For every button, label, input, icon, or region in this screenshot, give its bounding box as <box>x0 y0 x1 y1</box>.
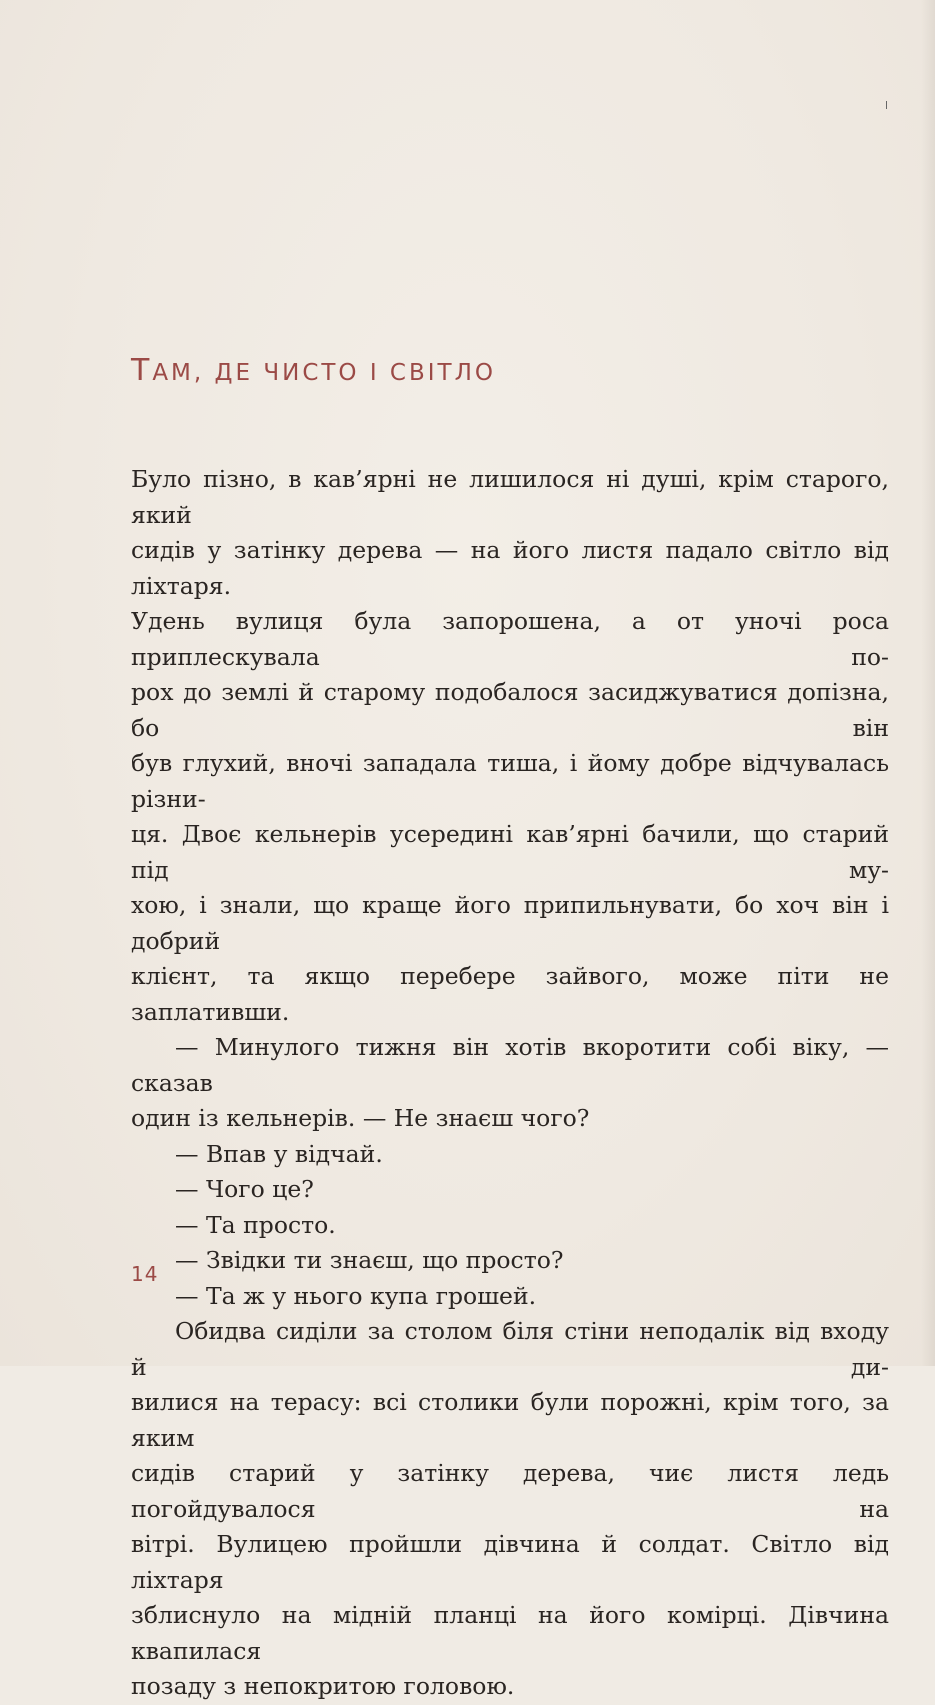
page-edge-shadow <box>921 0 935 1366</box>
print-mark <box>886 101 887 109</box>
text-line: — Чого це? <box>175 1175 314 1203</box>
text-line: вітрі. Вулицею пройшли дівчина й солдат. Світло від ліхтаря <box>131 1530 889 1594</box>
body-text <box>131 462 889 1705</box>
text-line: Обидва сиділи за столом біля стіни неподалік від входу й ди- <box>131 1317 889 1381</box>
text-line: сидів старий у затінку дерева, чиє листя ледь погойдувалося на <box>131 1459 889 1523</box>
text-line: один із кельнерів. — Не знаєш чого? <box>131 1104 590 1132</box>
text-line: — Впав у відчай. <box>175 1139 383 1168</box>
chapter-title <box>131 351 496 393</box>
text-line: зблиснуло на мідній планці на його комірці. Дівчина квапилася <box>131 1601 889 1665</box>
text-line: Удень вулиця була запорошена, а от уночі роса приплескувала по- <box>131 607 889 671</box>
text-line: рох до землі й старому подобалося засиджуватися допізна, бо він <box>131 678 889 742</box>
text-line: вилися на терасу: всі столики були порожні, крім того, за яким <box>131 1388 889 1452</box>
text-line: був глухий, вночі западала тиша, і йому добре відчувалась різни- <box>131 749 889 813</box>
text-line: — Звідки ти знаєш, що просто? <box>175 1246 564 1274</box>
page-number: 14 <box>131 1262 159 1286</box>
text-line: хою, і знали, що краще його припильнувати, бо хоч він і добрий <box>131 891 889 955</box>
text-line: Було пізно, в кав’ярні не лишилося ні душі, крім старого, який <box>131 465 889 529</box>
chapter-title-rest: АМ, ДЕ ЧИСТО І СВІТЛО <box>152 360 496 386</box>
chapter-title-initial: Т <box>131 353 153 388</box>
text-line: позаду з непокритою головою. <box>131 1672 515 1700</box>
text-line: — Та просто. <box>175 1210 336 1239</box>
text-line: — Минулого тижня він хотів вкоротити собі віку, — сказав <box>131 1033 889 1097</box>
text-line: клієнт, та якщо перебере зайвого, може піти не заплативши. <box>131 962 889 1026</box>
text-line: ця. Двоє кельнерів усередині кав’ярні бачили, що старий під му- <box>131 820 889 884</box>
text-line: — Та ж у нього купа грошей. <box>175 1281 537 1310</box>
text-line: сидів у затінку дерева — на його листя падало світло від ліхтаря. <box>131 536 889 600</box>
